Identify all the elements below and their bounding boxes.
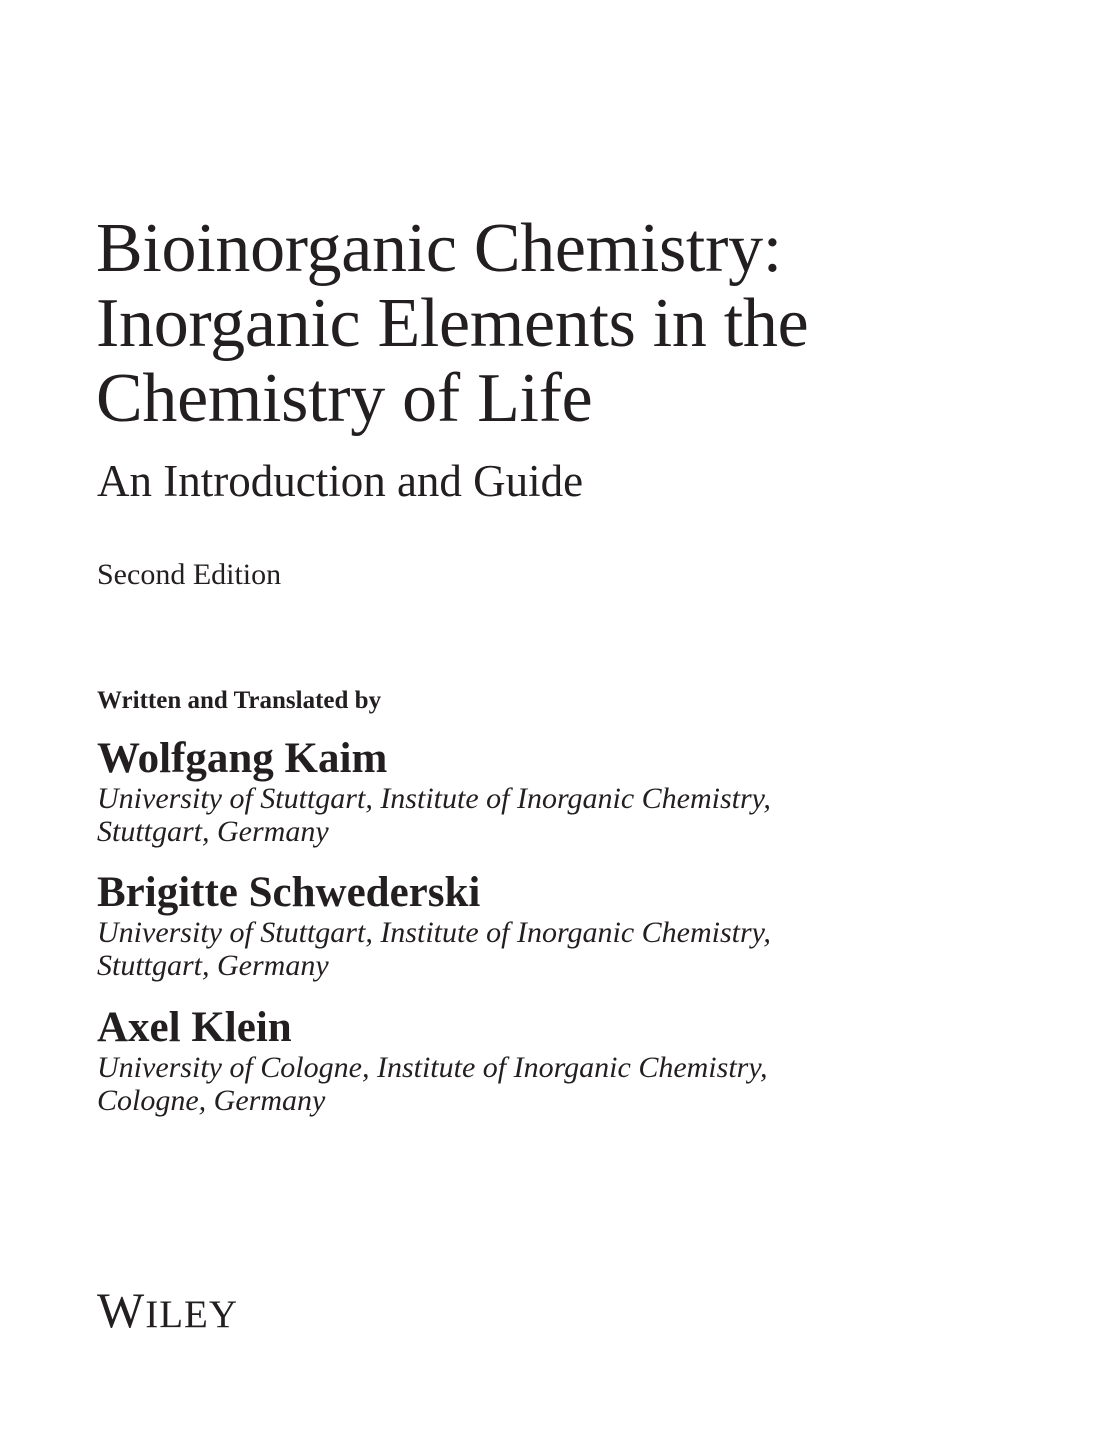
author-name: Axel Klein — [97, 1004, 292, 1051]
author-name: Wolfgang Kaim — [97, 735, 388, 782]
book-title-line-2: Inorganic Elements in the — [96, 285, 809, 362]
author-affiliation-line: University of Stuttgart, Institute of Inorganic Chemistry, — [97, 916, 771, 949]
publisher-logo — [97, 1283, 277, 1335]
author-affiliation-line: Stuttgart, Germany — [97, 815, 329, 848]
author-affiliation-line: Stuttgart, Germany — [97, 949, 329, 982]
svg-text:WILEY: WILEY — [97, 1283, 239, 1335]
author-block — [97, 1005, 997, 1117]
book-title — [96, 211, 1056, 436]
book-title-line-1: Bioinorganic Chemistry: — [96, 210, 782, 287]
wiley-wordmark — [97, 1283, 277, 1335]
author-affiliation-line: Cologne, Germany — [97, 1084, 326, 1117]
edition-label: Second Edition — [97, 558, 282, 591]
author-block — [97, 870, 997, 982]
author-affiliation-line: University of Stuttgart, Institute of Inorganic Chemistry, — [97, 782, 771, 815]
book-subtitle: An Introduction and Guide — [97, 456, 584, 506]
author-affiliation-line: University of Cologne, Institute of Inorganic Chemistry, — [97, 1051, 768, 1084]
author-block — [97, 736, 997, 848]
credit-label: Written and Translated by — [97, 687, 382, 714]
book-title-line-3: Chemistry of Life — [96, 360, 593, 437]
author-name: Brigitte Schwederski — [97, 869, 481, 916]
